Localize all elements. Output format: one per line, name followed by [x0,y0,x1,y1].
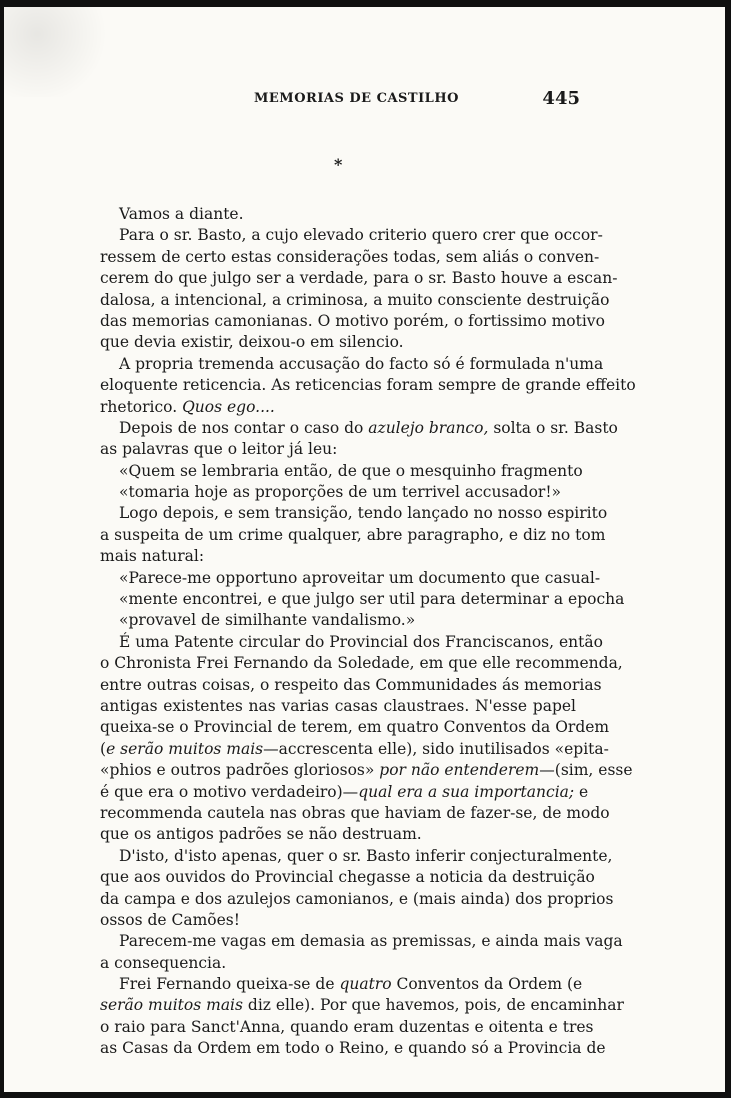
text-run: Logo depois, e sem transição, tendo lançado no nosso espirito [119,504,608,523]
scan-border-right [725,0,731,1098]
section-asterisk: * [334,155,343,174]
text-run: É uma Patente circular do Provincial dos Franciscanos, então [119,632,603,651]
page-header [100,88,580,112]
text-run: queixa-se o Provincial de terem, em quatro Conventos da Ordem [100,718,610,737]
text-run: ( [100,739,107,758]
text-run: dalosa, a intencional, a criminosa, a muito consciente destruição [100,290,610,309]
text-run: as palavras que o leitor já leu: [100,440,338,459]
text-line [100,418,618,439]
text-run: cerem do que julgo ser a verdade, para o sr. Basto houve a escan- [100,269,618,288]
text-line [100,889,614,910]
text-line [100,375,636,396]
text-line [100,568,601,589]
text-run: a suspeita de um crime qualquer, abre paragrapho, e diz no tom [100,525,606,544]
text-run: que devia existir, deixou-o em silencio. [100,333,404,352]
text-line [100,439,576,460]
text-run: o raio para Sanct'Anna, quando eram duzentas e oitenta e tres [100,1017,594,1036]
text-run: eloquente reticencia. As reticencias foram sempre de grande effeito [100,376,636,395]
italic-text: por não entenderem [379,761,540,780]
running-title: MEMORIAS DE CASTILHO [254,91,459,106]
italic-text: qual era a sua importancia; [358,782,575,801]
text-line [100,995,624,1016]
italic-text: e serão muitos mais [106,739,264,758]
text-line [100,397,576,418]
text-line [100,546,576,567]
text-line [100,846,613,867]
text-line [100,290,610,311]
text-line [100,824,576,845]
text-run: mais natural: [100,547,205,566]
text-line [100,739,609,760]
text-line [100,867,595,888]
text-run: entre outras coisas, o respeito das Communidades ás memorias [100,675,602,694]
text-run: «Quem se lembraria então, de que o mesquinho fragmento [119,461,583,480]
paper-stain [4,7,114,97]
text-run: o Chronista Frei Fernando da Soledade, em que elle recommenda, [100,654,623,673]
text-line [100,632,603,653]
text-line [100,931,623,952]
text-line [100,311,605,332]
italic-text: quatro [339,975,392,994]
scan-border-top [0,0,731,7]
text-line [100,696,576,717]
text-run: Frei Fernando queixa-se de [119,975,340,994]
text-run: «provavel de similhante vandalismo.» [119,611,416,630]
text-run: ressem de certo estas considerações todas, sem aliás o conven- [100,247,600,266]
text-run: Conventos da Ordem (e [391,975,583,994]
italic-text: serão muitos mais [100,996,243,1015]
text-line [100,803,610,824]
text-run: antigas existentes nas varias casas claustraes. N'esse papel [100,696,576,715]
page-number: 445 [542,88,580,109]
text-line [100,1038,606,1059]
text-line [100,247,600,268]
text-run: A propria tremenda accusação do facto só é formulada n'uma [119,354,604,373]
text-line [100,653,623,674]
text-run: é que era o motivo verdadeiro)— [100,782,359,801]
text-run: que os antigos padrões se não destruam. [100,825,422,844]
text-line [100,717,610,738]
text-run: rhetorico. [100,397,183,416]
text-line [100,225,603,246]
text-run: Vamos a diante. [119,205,244,223]
text-line [100,503,608,524]
text-run: diz elle). Por que havemos, pois, de encaminhar [242,996,624,1015]
text-line [100,204,576,225]
text-line [100,1017,594,1038]
text-run: das memorias camonianas. O motivo porém, o fortissimo motivo [100,311,605,330]
text-line [100,974,583,995]
text-line [100,525,606,546]
text-line [100,268,618,289]
text-run: Depois de nos contar o caso do [119,418,369,437]
text-run: as Casas da Ordem em todo o Reino, e quando só a Provincia de [100,1039,606,1058]
text-run: «phios e outros padrões gloriosos» [100,761,380,780]
text-run: que aos ouvidos do Provincial chegasse a noticia da destruição [100,868,595,887]
text-run: —accrescenta elle), sido inutilisados «epita- [263,739,609,758]
text-line [100,354,604,375]
text-run: «tomaria hoje as proporções de um terrivel accusador!» [119,483,562,502]
text-run: «mente encontrei, e que julgo ser util para determinar a epocha [119,590,625,609]
body-text [100,204,636,1060]
italic-text: Quos ego.... [182,397,275,416]
text-run: Parecem-me vagas em demasia as premissas, e ainda mais vaga [119,932,623,951]
scan-border-bottom [0,1092,731,1098]
text-line [100,610,576,631]
text-run: e [574,782,589,801]
text-run: Para o sr. Basto, a cujo elevado criterio quero crer que occor- [119,226,603,245]
text-run: recommenda cautela nas obras que haviam de fazer-se, de modo [100,803,610,822]
text-run: a consequencia. [100,953,227,972]
text-run: D'isto, d'isto apenas, quer o sr. Basto inferir conjecturalmente, [119,846,613,865]
text-line [100,482,576,503]
text-line [100,332,576,353]
scan-border-left [0,0,4,1098]
text-run: ossos de Camões! [100,910,240,929]
text-line [100,675,602,696]
text-line [100,782,589,803]
text-line [100,953,576,974]
text-run: solta o sr. Basto [488,418,618,437]
text-run: «Parece-me opportuno aproveitar um documento que casual- [119,568,601,587]
text-run: da campa e dos azulejos camonianos, e (mais ainda) dos proprios [100,889,614,908]
text-line [100,461,583,482]
text-run: —(sim, esse [539,761,633,780]
text-line [100,589,625,610]
text-line [100,910,576,931]
italic-text: azulejo branco, [368,418,489,437]
text-line [100,760,633,781]
